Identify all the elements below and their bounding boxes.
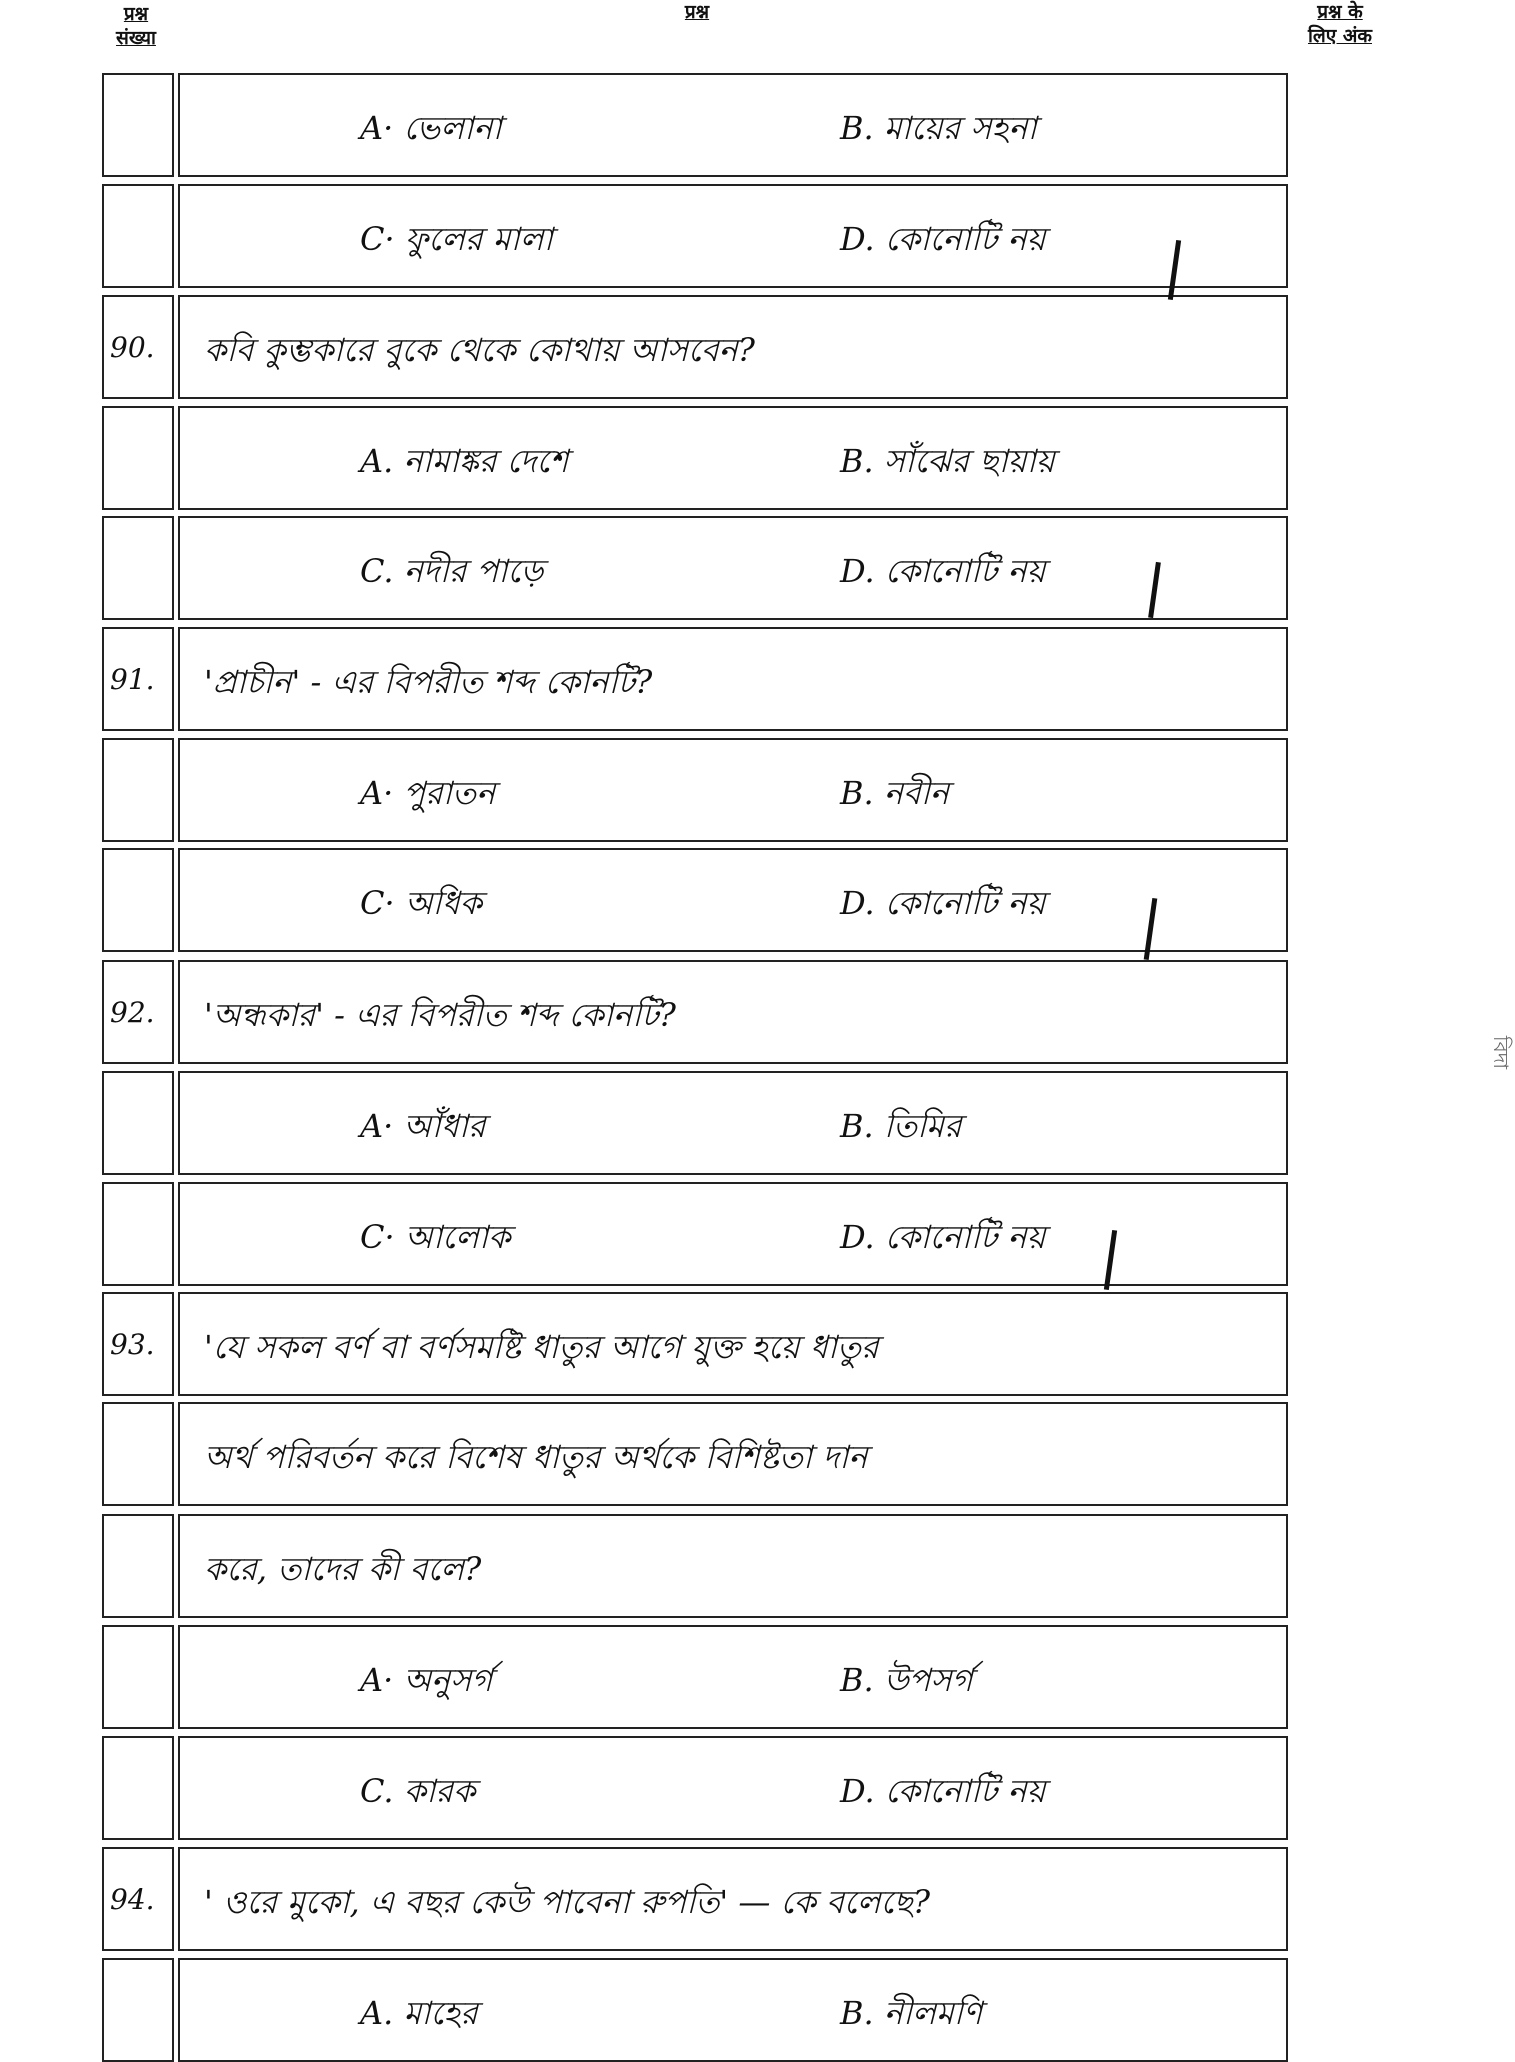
question-cell — [178, 73, 1288, 177]
question-cell — [178, 960, 1288, 1064]
question-cell — [178, 1736, 1288, 1840]
question-number: 92. — [110, 996, 155, 1029]
question-header: प्रश्न — [684, 1, 710, 23]
table-row — [102, 1958, 1292, 2062]
question-cell — [178, 516, 1288, 620]
table-row — [102, 1071, 1292, 1175]
question-number-cell — [102, 1847, 174, 1951]
option-right: B. মায়ের সহনা — [840, 109, 1037, 147]
question-number-cell — [102, 848, 174, 952]
question-cell — [178, 1402, 1288, 1506]
question-cell — [178, 848, 1288, 952]
question-cell — [178, 1071, 1288, 1175]
table-row — [102, 848, 1292, 952]
option-left: C· ফুলের মালা — [360, 220, 553, 258]
table-row — [102, 1402, 1292, 1506]
option-left: A· আঁধার — [360, 1107, 486, 1145]
question-cell — [178, 1514, 1288, 1618]
marks-header — [1290, 0, 1390, 48]
option-left: C. কারক — [360, 1772, 476, 1810]
option-left: A· ভেলানা — [360, 109, 502, 147]
table-row — [102, 1514, 1292, 1618]
option-right: D. কোনোটি নয় — [840, 1772, 1046, 1810]
marks-header-line1: प्रश्न के — [1317, 1, 1363, 23]
question-cell — [178, 1958, 1288, 2062]
table-row — [102, 627, 1292, 731]
option-left: A. নামাঙ্কর দেশে — [360, 442, 569, 480]
question-number-cell — [102, 73, 174, 177]
question-number-cell — [102, 1514, 174, 1618]
table-row — [102, 295, 1292, 399]
option-right: B. তিমির — [840, 1107, 962, 1145]
question-cell — [178, 1625, 1288, 1729]
question-number-header — [100, 2, 172, 50]
option-right: D. কোনোটি নয় — [840, 884, 1046, 922]
option-right: D. কোনোটি নয় — [840, 220, 1046, 258]
question-number-cell — [102, 1625, 174, 1729]
question-number-cell — [102, 1071, 174, 1175]
table-row — [102, 1292, 1292, 1396]
option-right: B. নীলমণি — [840, 1994, 983, 2032]
question-number-cell — [102, 516, 174, 620]
option-right: D. কোনোটি নয় — [840, 1218, 1046, 1256]
question-text: ' ওরে মুকো, এ বছর কেউ পাবেনা রুপতি' — কে বলেছে? — [204, 1883, 931, 1921]
option-left: C· অধিক — [360, 884, 483, 922]
table-row — [102, 184, 1292, 288]
question-text: করে, তাদের কী বলে? — [204, 1550, 482, 1588]
marks-header-line2: लिए अंक — [1307, 25, 1373, 47]
question-number-cell — [102, 960, 174, 1064]
question-text: অর্থ পরিবর্তন করে বিশেষ ধাতুর অর্থকে বিশিষ্টতা দান — [204, 1438, 868, 1476]
question-cell — [178, 184, 1288, 288]
question-number-cell — [102, 1736, 174, 1840]
question-number-cell — [102, 1958, 174, 2062]
question-cell — [178, 295, 1288, 399]
question-number-cell — [102, 738, 174, 842]
question-cell — [178, 1292, 1288, 1396]
option-left: A. মাহের — [360, 1994, 478, 2032]
question-cell — [178, 738, 1288, 842]
question-text: 'যে সকল বর্ণ বা বর্ণসমষ্টি ধাতুর আগে যুক্ত হয়ে ধাতুর — [204, 1328, 879, 1366]
question-number-cell — [102, 1182, 174, 1286]
question-text: কবি কুম্ভকারে বুকে থেকে কোথায় আসবেন? — [204, 331, 755, 369]
question-number-cell — [102, 184, 174, 288]
option-left: C. নদীর পাড়ে — [360, 552, 544, 590]
question-number-header-line2: संख्या — [116, 27, 156, 49]
table-row — [102, 406, 1292, 510]
option-right: D. কোনোটি নয় — [840, 552, 1046, 590]
question-text: 'প্রাচীন' - এর বিপরীত শব্দ কোনটি? — [204, 663, 653, 701]
question-number-cell — [102, 1402, 174, 1506]
table-row — [102, 738, 1292, 842]
question-number: 93. — [110, 1328, 155, 1361]
question-number-cell — [102, 295, 174, 399]
table-row — [102, 1625, 1292, 1729]
question-number-cell — [102, 406, 174, 510]
question-number: 94. — [110, 1883, 155, 1916]
question-cell — [178, 1847, 1288, 1951]
question-cell — [178, 1182, 1288, 1286]
question-cell — [178, 406, 1288, 510]
table-row — [102, 73, 1292, 177]
question-cell — [178, 627, 1288, 731]
table-row — [102, 1847, 1292, 1951]
question-number-header-line1: प्रश्न — [123, 3, 149, 25]
table-row — [102, 960, 1292, 1064]
question-text: 'অন্ধকার' - এর বিপরীত শব্দ কোনটি? — [204, 996, 676, 1034]
question-number-cell — [102, 627, 174, 731]
option-left: A· পুরাতন — [360, 774, 496, 812]
question-number: 90. — [110, 331, 155, 364]
option-right: B. উপসর্গ — [840, 1661, 973, 1699]
question-number-cell — [102, 1292, 174, 1396]
question-number: 91. — [110, 663, 155, 696]
option-left: C· আলোক — [360, 1218, 511, 1256]
side-mark: বিদা — [1489, 1035, 1514, 1070]
option-left: A· অনুসর্গ — [360, 1661, 493, 1699]
option-right: B. সাঁঝের ছায়ায় — [840, 442, 1055, 480]
option-right: B. নবীন — [840, 774, 950, 812]
table-row — [102, 516, 1292, 620]
table-row — [102, 1736, 1292, 1840]
